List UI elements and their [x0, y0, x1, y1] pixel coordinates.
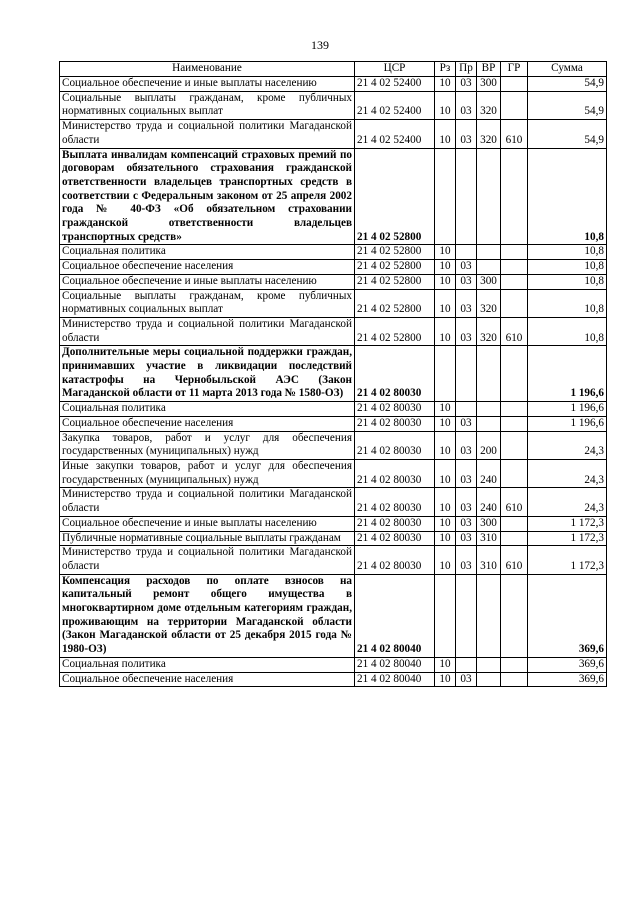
cell-sum: 1 196,6	[528, 402, 607, 417]
cell-pr: 03	[456, 672, 477, 687]
cell-name: Социальное обеспечение населения	[60, 260, 355, 275]
cell-name: Социальное обеспечение населения	[60, 416, 355, 431]
cell-csr: 21 4 02 80030	[355, 431, 435, 459]
cell-sum: 10,8	[528, 148, 607, 245]
cell-csr: 21 4 02 80030	[355, 488, 435, 516]
cell-pr: 03	[456, 546, 477, 574]
budget-table	[59, 61, 607, 687]
cell-pr: 03	[456, 274, 477, 289]
cell-csr: 21 4 02 80030	[355, 416, 435, 431]
cell-pr: 03	[456, 431, 477, 459]
cell-csr: 21 4 02 52400	[355, 91, 435, 119]
cell-pr	[456, 402, 477, 417]
cell-csr: 21 4 02 80030	[355, 346, 435, 402]
cell-csr: 21 4 02 80040	[355, 672, 435, 687]
cell-name: Иные закупки товаров, работ и услуг для обеспечения государственных (муниципальных) нужд	[60, 459, 355, 487]
cell-vr	[477, 402, 501, 417]
cell-csr: 21 4 02 52800	[355, 260, 435, 275]
cell-vr	[477, 672, 501, 687]
cell-vr: 300	[477, 516, 501, 531]
cell-sum: 1 196,6	[528, 346, 607, 402]
cell-pr: 03	[456, 531, 477, 546]
cell-sum: 24,3	[528, 431, 607, 459]
cell-gr	[501, 516, 528, 531]
table-row	[60, 148, 607, 245]
cell-sum: 369,6	[528, 657, 607, 672]
cell-pr: 03	[456, 416, 477, 431]
table-row	[60, 317, 607, 345]
cell-name: Министерство труда и социальной политики Магаданской области	[60, 317, 355, 345]
cell-vr	[477, 346, 501, 402]
cell-csr: 21 4 02 52400	[355, 120, 435, 148]
cell-name: Министерство труда и социальной политики Магаданской области	[60, 488, 355, 516]
table-row	[60, 245, 607, 260]
cell-sum: 1 196,6	[528, 416, 607, 431]
cell-sum: 24,3	[528, 488, 607, 516]
cell-rz: 10	[435, 260, 456, 275]
cell-vr	[477, 245, 501, 260]
cell-csr: 21 4 02 52800	[355, 148, 435, 245]
cell-vr: 300	[477, 274, 501, 289]
cell-name: Министерство труда и социальной политики Магаданской области	[60, 546, 355, 574]
cell-pr: 03	[456, 459, 477, 487]
cell-rz: 10	[435, 245, 456, 260]
cell-csr: 21 4 02 80030	[355, 531, 435, 546]
cell-gr	[501, 657, 528, 672]
cell-pr: 03	[456, 260, 477, 275]
cell-vr: 320	[477, 91, 501, 119]
cell-gr	[501, 346, 528, 402]
cell-sum: 369,6	[528, 672, 607, 687]
cell-rz	[435, 574, 456, 657]
cell-name: Публичные нормативные социальные выплаты гражданам	[60, 531, 355, 546]
cell-name: Социальная политика	[60, 402, 355, 417]
cell-name: Дополнительные меры социальной поддержки граждан, принимавших участие в ликвидации последствий катастрофы на Чернобыльской АЭС (Закон Магаданской области от 11 марта 2013 года № 1580-ОЗ)	[60, 346, 355, 402]
table-row	[60, 431, 607, 459]
table-body	[60, 77, 607, 687]
cell-name: Социальные выплаты гражданам, кроме публичных нормативных социальных выплат	[60, 289, 355, 317]
cell-gr	[501, 459, 528, 487]
cell-sum: 1 172,3	[528, 531, 607, 546]
cell-rz: 10	[435, 120, 456, 148]
cell-pr	[456, 657, 477, 672]
cell-pr: 03	[456, 91, 477, 119]
cell-name: Социальное обеспечение и иные выплаты населению	[60, 274, 355, 289]
table-row	[60, 402, 607, 417]
table-row	[60, 289, 607, 317]
cell-rz: 10	[435, 516, 456, 531]
header-csr: ЦСР	[355, 62, 435, 77]
header-name: Наименование	[60, 62, 355, 77]
cell-vr	[477, 260, 501, 275]
cell-name: Социальная политика	[60, 245, 355, 260]
table-row	[60, 488, 607, 516]
cell-rz: 10	[435, 274, 456, 289]
cell-gr: 610	[501, 546, 528, 574]
cell-csr: 21 4 02 80030	[355, 459, 435, 487]
cell-name: Социальные выплаты гражданам, кроме публичных нормативных социальных выплат	[60, 91, 355, 119]
cell-gr	[501, 260, 528, 275]
header-rz: Рз	[435, 62, 456, 77]
cell-name: Социальное обеспечение и иные выплаты населению	[60, 77, 355, 92]
cell-pr: 03	[456, 289, 477, 317]
cell-vr: 320	[477, 289, 501, 317]
cell-gr: 610	[501, 120, 528, 148]
cell-csr: 21 4 02 52800	[355, 317, 435, 345]
cell-name: Компенсация расходов по оплате взносов на капитальный ремонт общего имущества в многоквартирном доме отдельным категориям граждан, проживающим на территории Магаданской области (Закон Магаданской области от 25 декабря 2015 года № 1980-ОЗ)	[60, 574, 355, 657]
cell-rz: 10	[435, 77, 456, 92]
table-row	[60, 672, 607, 687]
table-row	[60, 546, 607, 574]
table-row	[60, 459, 607, 487]
cell-csr: 21 4 02 80040	[355, 574, 435, 657]
cell-pr: 03	[456, 516, 477, 531]
cell-pr: 03	[456, 488, 477, 516]
cell-gr	[501, 245, 528, 260]
table-row	[60, 516, 607, 531]
cell-vr	[477, 574, 501, 657]
cell-vr: 240	[477, 459, 501, 487]
cell-sum: 10,8	[528, 317, 607, 345]
cell-csr: 21 4 02 80040	[355, 657, 435, 672]
cell-gr	[501, 148, 528, 245]
table-row	[60, 657, 607, 672]
cell-gr	[501, 289, 528, 317]
cell-vr: 310	[477, 531, 501, 546]
cell-pr	[456, 574, 477, 657]
cell-vr: 320	[477, 317, 501, 345]
cell-rz: 10	[435, 657, 456, 672]
cell-rz: 10	[435, 431, 456, 459]
cell-vr: 300	[477, 77, 501, 92]
cell-vr: 320	[477, 120, 501, 148]
cell-name: Социальная политика	[60, 657, 355, 672]
cell-pr: 03	[456, 317, 477, 345]
cell-sum: 10,8	[528, 260, 607, 275]
cell-vr	[477, 416, 501, 431]
table-row	[60, 574, 607, 657]
cell-name: Министерство труда и социальной политики Магаданской области	[60, 120, 355, 148]
cell-vr	[477, 657, 501, 672]
table-header-row	[60, 62, 607, 77]
cell-vr: 240	[477, 488, 501, 516]
cell-csr: 21 4 02 52400	[355, 77, 435, 92]
cell-csr: 21 4 02 52800	[355, 245, 435, 260]
cell-name: Социальное обеспечение населения	[60, 672, 355, 687]
cell-rz	[435, 148, 456, 245]
cell-gr	[501, 431, 528, 459]
cell-pr	[456, 245, 477, 260]
cell-gr	[501, 672, 528, 687]
cell-gr	[501, 574, 528, 657]
cell-gr	[501, 402, 528, 417]
cell-vr: 200	[477, 431, 501, 459]
cell-sum: 10,8	[528, 289, 607, 317]
table-row	[60, 260, 607, 275]
cell-vr: 310	[477, 546, 501, 574]
cell-sum: 369,6	[528, 574, 607, 657]
cell-rz: 10	[435, 416, 456, 431]
cell-pr	[456, 346, 477, 402]
cell-gr	[501, 77, 528, 92]
cell-rz	[435, 346, 456, 402]
cell-pr: 03	[456, 77, 477, 92]
cell-rz: 10	[435, 672, 456, 687]
header-gr: ГР	[501, 62, 528, 77]
table-row	[60, 274, 607, 289]
header-sum: Сумма	[528, 62, 607, 77]
cell-rz: 10	[435, 459, 456, 487]
cell-rz: 10	[435, 289, 456, 317]
cell-sum: 10,8	[528, 274, 607, 289]
cell-csr: 21 4 02 80030	[355, 402, 435, 417]
cell-csr: 21 4 02 52800	[355, 289, 435, 317]
cell-sum: 54,9	[528, 77, 607, 92]
cell-gr: 610	[501, 317, 528, 345]
cell-sum: 54,9	[528, 120, 607, 148]
cell-gr	[501, 531, 528, 546]
cell-rz: 10	[435, 488, 456, 516]
table-row	[60, 77, 607, 92]
cell-vr	[477, 148, 501, 245]
cell-gr	[501, 91, 528, 119]
cell-sum: 54,9	[528, 91, 607, 119]
cell-gr	[501, 416, 528, 431]
cell-gr: 610	[501, 488, 528, 516]
header-vr: ВР	[477, 62, 501, 77]
cell-csr: 21 4 02 80030	[355, 516, 435, 531]
cell-name: Выплата инвалидам компенсаций страховых премий по договорам обязательного страхования гражданской ответственности владельцев транспортных средств в соответствии с Федеральным законом от 25 апреля 2002 года № 40-ФЗ «Об обязательном страховании гражданской ответственности владельцев транспортных средств»	[60, 148, 355, 245]
table-row	[60, 531, 607, 546]
table-row	[60, 120, 607, 148]
cell-sum: 1 172,3	[528, 516, 607, 531]
cell-rz: 10	[435, 402, 456, 417]
cell-gr	[501, 274, 528, 289]
page-number: 139	[311, 38, 329, 52]
cell-rz: 10	[435, 317, 456, 345]
table-row	[60, 346, 607, 402]
cell-sum: 10,8	[528, 245, 607, 260]
header-pr: Пр	[456, 62, 477, 77]
cell-pr	[456, 148, 477, 245]
cell-csr: 21 4 02 80030	[355, 546, 435, 574]
cell-pr: 03	[456, 120, 477, 148]
cell-sum: 1 172,3	[528, 546, 607, 574]
table-row	[60, 91, 607, 119]
cell-rz: 10	[435, 531, 456, 546]
cell-sum: 24,3	[528, 459, 607, 487]
cell-rz: 10	[435, 91, 456, 119]
cell-name: Социальное обеспечение и иные выплаты населению	[60, 516, 355, 531]
cell-rz: 10	[435, 546, 456, 574]
cell-name: Закупка товаров, работ и услуг для обеспечения государственных (муниципальных) нужд	[60, 431, 355, 459]
cell-csr: 21 4 02 52800	[355, 274, 435, 289]
table-row	[60, 416, 607, 431]
